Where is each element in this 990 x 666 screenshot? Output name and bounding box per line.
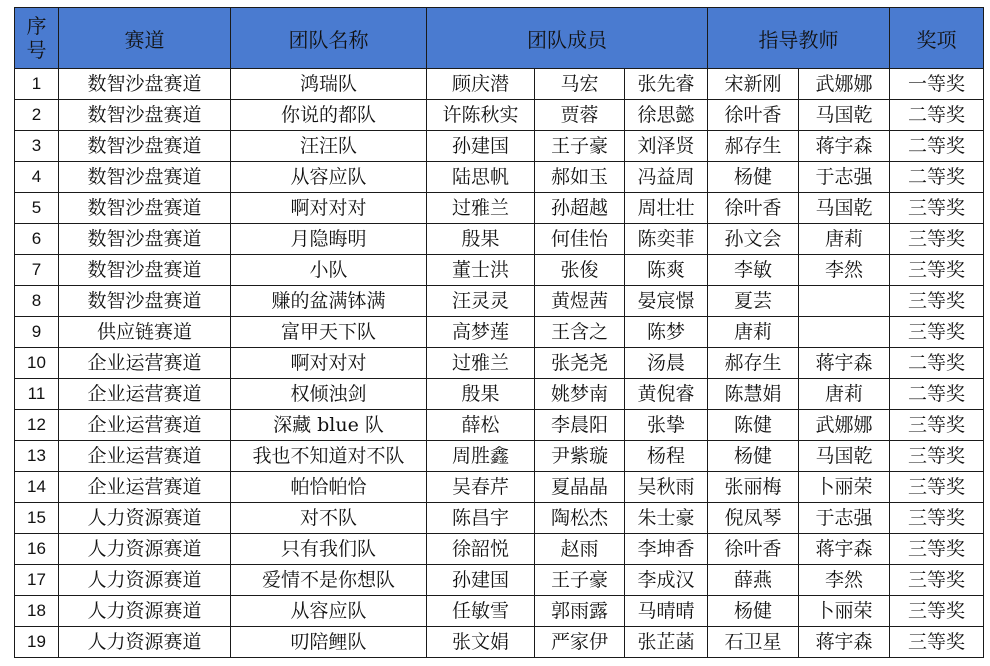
member-cell: 周壮壮 xyxy=(625,193,708,224)
teacher-cell: 李然 xyxy=(799,255,890,286)
teacher-cell: 于志强 xyxy=(799,503,890,534)
teacher-cell: 卜丽荣 xyxy=(799,472,890,503)
header-track: 赛道 xyxy=(59,8,231,69)
teacher-cell: 陈健 xyxy=(708,410,799,441)
track-cell: 数智沙盘赛道 xyxy=(59,255,231,286)
track-cell: 数智沙盘赛道 xyxy=(59,224,231,255)
member-cell: 徐韶悦 xyxy=(427,534,535,565)
row-no-cell: 19 xyxy=(15,627,59,658)
team-name-cell: 啊对对对 xyxy=(231,193,427,224)
teacher-cell: 马国乾 xyxy=(799,193,890,224)
team-name-cell: 汪汪队 xyxy=(231,131,427,162)
table-row xyxy=(15,348,984,379)
table-row xyxy=(15,627,984,658)
track-cell: 企业运营赛道 xyxy=(59,441,231,472)
team-name-cell: 深藏 blue 队 xyxy=(231,410,427,441)
member-cell: 孙建国 xyxy=(427,565,535,596)
table-row xyxy=(15,410,984,441)
member-cell: 贾蓉 xyxy=(535,100,625,131)
member-cell: 李成汉 xyxy=(625,565,708,596)
track-cell: 人力资源赛道 xyxy=(59,503,231,534)
row-no-cell: 15 xyxy=(15,503,59,534)
team-name-cell: 富甲天下队 xyxy=(231,317,427,348)
member-cell: 王子豪 xyxy=(535,131,625,162)
teacher-cell: 蒋宇森 xyxy=(799,131,890,162)
team-name-cell: 对不队 xyxy=(231,503,427,534)
row-no-cell: 13 xyxy=(15,441,59,472)
teacher-cell: 马国乾 xyxy=(799,100,890,131)
team-name-cell: 啊对对对 xyxy=(231,348,427,379)
team-name-cell: 小队 xyxy=(231,255,427,286)
table-row xyxy=(15,255,984,286)
member-cell: 陶松杰 xyxy=(535,503,625,534)
member-cell: 汪灵灵 xyxy=(427,286,535,317)
row-no-cell: 4 xyxy=(15,162,59,193)
member-cell: 徐思懿 xyxy=(625,100,708,131)
member-cell: 薛松 xyxy=(427,410,535,441)
team-name-cell: 我也不知道对不队 xyxy=(231,441,427,472)
member-cell: 殷果 xyxy=(427,379,535,410)
member-cell: 过雅兰 xyxy=(427,193,535,224)
row-no-cell: 5 xyxy=(15,193,59,224)
table-row xyxy=(15,286,984,317)
member-cell: 姚梦南 xyxy=(535,379,625,410)
track-cell: 企业运营赛道 xyxy=(59,348,231,379)
table-header xyxy=(15,8,984,69)
member-cell: 高梦莲 xyxy=(427,317,535,348)
teacher-cell: 卜丽荣 xyxy=(799,596,890,627)
teacher-cell: 郝存生 xyxy=(708,348,799,379)
award-cell: 三等奖 xyxy=(890,503,984,534)
track-cell: 供应链赛道 xyxy=(59,317,231,348)
teacher-cell: 宋新刚 xyxy=(708,69,799,100)
teacher-cell: 徐叶香 xyxy=(708,193,799,224)
teacher-cell: 徐叶香 xyxy=(708,534,799,565)
award-cell: 二等奖 xyxy=(890,348,984,379)
row-no-cell: 12 xyxy=(15,410,59,441)
row-no-cell: 7 xyxy=(15,255,59,286)
team-name-cell: 从容应队 xyxy=(231,162,427,193)
member-cell: 许陈秋实 xyxy=(427,100,535,131)
award-cell: 三等奖 xyxy=(890,255,984,286)
member-cell: 陈梦 xyxy=(625,317,708,348)
member-cell: 陈爽 xyxy=(625,255,708,286)
award-cell: 三等奖 xyxy=(890,193,984,224)
member-cell: 孙建国 xyxy=(427,131,535,162)
award-cell: 三等奖 xyxy=(890,317,984,348)
member-cell: 吴春芹 xyxy=(427,472,535,503)
award-cell: 三等奖 xyxy=(890,534,984,565)
teacher-cell: 马国乾 xyxy=(799,441,890,472)
teacher-cell: 孙文会 xyxy=(708,224,799,255)
teacher-cell: 李然 xyxy=(799,565,890,596)
member-cell: 过雅兰 xyxy=(427,348,535,379)
member-cell: 王含之 xyxy=(535,317,625,348)
teacher-cell: 张丽梅 xyxy=(708,472,799,503)
team-name-cell: 只有我们队 xyxy=(231,534,427,565)
member-cell: 赵雨 xyxy=(535,534,625,565)
team-name-cell: 鸿瑞队 xyxy=(231,69,427,100)
team-name-cell: 从容应队 xyxy=(231,596,427,627)
member-cell: 张先睿 xyxy=(625,69,708,100)
member-cell: 张俊 xyxy=(535,255,625,286)
track-cell: 企业运营赛道 xyxy=(59,472,231,503)
award-cell: 二等奖 xyxy=(890,162,984,193)
row-no-cell: 17 xyxy=(15,565,59,596)
teacher-cell: 杨健 xyxy=(708,596,799,627)
member-cell: 夏晶晶 xyxy=(535,472,625,503)
row-no-cell: 8 xyxy=(15,286,59,317)
header-teachers: 指导教师 xyxy=(708,8,890,69)
member-cell: 严家伊 xyxy=(535,627,625,658)
header-members: 团队成员 xyxy=(427,8,708,69)
member-cell: 刘泽贤 xyxy=(625,131,708,162)
row-no-cell: 2 xyxy=(15,100,59,131)
track-cell: 数智沙盘赛道 xyxy=(59,162,231,193)
header-no-label: 序 号 xyxy=(26,14,47,62)
track-cell: 数智沙盘赛道 xyxy=(59,131,231,162)
track-cell: 企业运营赛道 xyxy=(59,410,231,441)
table-row xyxy=(15,379,984,410)
member-cell: 殷果 xyxy=(427,224,535,255)
member-cell: 张挚 xyxy=(625,410,708,441)
teacher-cell: 陈慧娟 xyxy=(708,379,799,410)
teacher-cell: 唐莉 xyxy=(799,224,890,255)
team-name-cell: 月隐晦明 xyxy=(231,224,427,255)
team-name-cell: 叨陪鲤队 xyxy=(231,627,427,658)
teacher-cell: 徐叶香 xyxy=(708,100,799,131)
teacher-cell: 武娜娜 xyxy=(799,410,890,441)
track-cell: 人力资源赛道 xyxy=(59,565,231,596)
member-cell: 李坤香 xyxy=(625,534,708,565)
teacher-cell: 夏芸 xyxy=(708,286,799,317)
member-cell: 孙超越 xyxy=(535,193,625,224)
award-cell: 三等奖 xyxy=(890,224,984,255)
track-cell: 企业运营赛道 xyxy=(59,379,231,410)
award-cell: 二等奖 xyxy=(890,100,984,131)
member-cell: 朱士豪 xyxy=(625,503,708,534)
row-no-cell: 14 xyxy=(15,472,59,503)
award-cell: 二等奖 xyxy=(890,379,984,410)
member-cell: 陈昌宇 xyxy=(427,503,535,534)
table-row xyxy=(15,162,984,193)
teacher-cell: 蒋宇森 xyxy=(799,534,890,565)
award-cell: 三等奖 xyxy=(890,441,984,472)
teacher-cell: 石卫星 xyxy=(708,627,799,658)
award-cell: 二等奖 xyxy=(890,131,984,162)
teacher-cell: 薛燕 xyxy=(708,565,799,596)
member-cell: 何佳怡 xyxy=(535,224,625,255)
member-cell: 吴秋雨 xyxy=(625,472,708,503)
teacher-cell: 唐莉 xyxy=(799,379,890,410)
team-name-cell: 帕恰帕恰 xyxy=(231,472,427,503)
table-row xyxy=(15,100,984,131)
teacher-cell: 杨健 xyxy=(708,162,799,193)
teacher-cell: 杨健 xyxy=(708,441,799,472)
teacher-cell: 蒋宇森 xyxy=(799,627,890,658)
award-cell: 一等奖 xyxy=(890,69,984,100)
member-cell: 张芷菡 xyxy=(625,627,708,658)
header-award: 奖项 xyxy=(890,8,984,69)
team-name-cell: 权倾浊剑 xyxy=(231,379,427,410)
member-cell: 陈奕菲 xyxy=(625,224,708,255)
member-cell: 张尧尧 xyxy=(535,348,625,379)
track-cell: 数智沙盘赛道 xyxy=(59,100,231,131)
row-no-cell: 6 xyxy=(15,224,59,255)
track-cell: 数智沙盘赛道 xyxy=(59,286,231,317)
table-row xyxy=(15,596,984,627)
award-cell: 三等奖 xyxy=(890,596,984,627)
member-cell: 郭雨露 xyxy=(535,596,625,627)
row-no-cell: 11 xyxy=(15,379,59,410)
teacher-cell: 于志强 xyxy=(799,162,890,193)
header-team: 团队名称 xyxy=(231,8,427,69)
table-row xyxy=(15,317,984,348)
member-cell: 顾庆潜 xyxy=(427,69,535,100)
track-cell: 人力资源赛道 xyxy=(59,534,231,565)
table-row xyxy=(15,441,984,472)
member-cell: 董士洪 xyxy=(427,255,535,286)
member-cell: 李晨阳 xyxy=(535,410,625,441)
member-cell: 陆思帆 xyxy=(427,162,535,193)
award-cell: 三等奖 xyxy=(890,410,984,441)
member-cell: 黄倪睿 xyxy=(625,379,708,410)
member-cell: 周胜鑫 xyxy=(427,441,535,472)
teacher-cell: 李敏 xyxy=(708,255,799,286)
member-cell: 任敏雪 xyxy=(427,596,535,627)
table-row xyxy=(15,193,984,224)
teacher-cell xyxy=(799,286,890,317)
row-no-cell: 3 xyxy=(15,131,59,162)
member-cell: 杨程 xyxy=(625,441,708,472)
member-cell: 郝如玉 xyxy=(535,162,625,193)
table-row xyxy=(15,534,984,565)
member-cell: 冯益周 xyxy=(625,162,708,193)
member-cell: 张文娟 xyxy=(427,627,535,658)
track-cell: 数智沙盘赛道 xyxy=(59,69,231,100)
member-cell: 王子豪 xyxy=(535,565,625,596)
row-no-cell: 9 xyxy=(15,317,59,348)
award-cell: 三等奖 xyxy=(890,472,984,503)
team-name-cell: 爱情不是你想队 xyxy=(231,565,427,596)
award-cell: 三等奖 xyxy=(890,286,984,317)
table-row xyxy=(15,565,984,596)
table-row xyxy=(15,472,984,503)
teacher-cell: 蒋宇森 xyxy=(799,348,890,379)
track-cell: 人力资源赛道 xyxy=(59,627,231,658)
member-cell: 马晴晴 xyxy=(625,596,708,627)
table-row xyxy=(15,69,984,100)
teacher-cell xyxy=(799,317,890,348)
award-cell: 三等奖 xyxy=(890,565,984,596)
row-no-cell: 10 xyxy=(15,348,59,379)
header-row xyxy=(15,8,984,69)
table-row xyxy=(15,224,984,255)
table-body xyxy=(15,69,984,658)
awards-table xyxy=(14,7,984,658)
member-cell: 汤晨 xyxy=(625,348,708,379)
teacher-cell: 郝存生 xyxy=(708,131,799,162)
table-row xyxy=(15,131,984,162)
table-row xyxy=(15,503,984,534)
teacher-cell: 武娜娜 xyxy=(799,69,890,100)
track-cell: 人力资源赛道 xyxy=(59,596,231,627)
row-no-cell: 16 xyxy=(15,534,59,565)
member-cell: 马宏 xyxy=(535,69,625,100)
team-name-cell: 赚的盆满钵满 xyxy=(231,286,427,317)
row-no-cell: 1 xyxy=(15,69,59,100)
row-no-cell: 18 xyxy=(15,596,59,627)
team-name-cell: 你说的都队 xyxy=(231,100,427,131)
award-cell: 三等奖 xyxy=(890,627,984,658)
header-no xyxy=(15,8,59,69)
teacher-cell: 倪凤琴 xyxy=(708,503,799,534)
member-cell: 尹紫璇 xyxy=(535,441,625,472)
member-cell: 黄煜茜 xyxy=(535,286,625,317)
member-cell: 晏宸憬 xyxy=(625,286,708,317)
track-cell: 数智沙盘赛道 xyxy=(59,193,231,224)
teacher-cell: 唐莉 xyxy=(708,317,799,348)
